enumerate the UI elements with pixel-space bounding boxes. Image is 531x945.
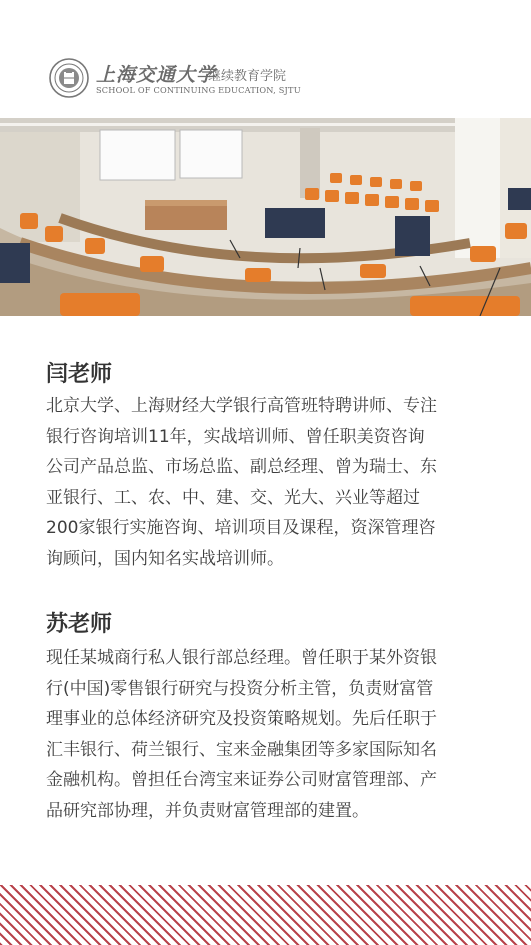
- decorative-stripe-band: [0, 885, 531, 945]
- bio-line: 现任某城商行私人银行部总经理。曾任职于某外资银: [46, 648, 437, 668]
- university-seal-icon: [49, 58, 89, 98]
- bio-line: 公司产品总监、市场总监、副总经理、曾为瑞士、东: [46, 457, 437, 477]
- bio-line: 银行咨询培训11年，实战培训师、曾任职美资咨询: [46, 426, 425, 447]
- college-name-cn: 继续教育学院: [208, 69, 287, 84]
- bio-line: 汇丰银行、荷兰银行、宝来金融集团等多家国际知名: [46, 739, 437, 760]
- profile-name-2: 苏老师: [46, 612, 113, 637]
- bio-line: 亚银行、工、农、中、建、交、光大、兴业等超过: [46, 487, 420, 508]
- lecture-hall-photo: [0, 118, 531, 316]
- bio-line: 行(中国)零售银行研究与投资分析主管，负责财富管: [46, 678, 434, 699]
- profile-bio-1: [46, 391, 488, 574]
- bio-line: 理事业的总体经济研究及投资策略规划。先后任职于: [46, 709, 437, 729]
- bio-line: 询顾问，国内知名实战培训师。: [46, 548, 284, 569]
- profile-name-1: 闫老师: [46, 362, 113, 387]
- bio-line: 品研究部协理，并负责财富管理部的建置。: [46, 800, 369, 821]
- college-name-en: SCHOOL OF CONTINUING EDUCATION, SJTU: [96, 85, 301, 95]
- bio-line: 金融机构。曾担任台湾宝来证券公司财富管理部、产: [46, 770, 437, 790]
- bio-line: 北京大学、上海财经大学银行高管班特聘讲师、专注: [46, 396, 437, 416]
- university-name-cn: 上海交通大学: [96, 64, 217, 86]
- profile-bio-2: [46, 643, 488, 826]
- bio-line: 200家银行实施咨询、培训项目及课程，资深管理咨: [46, 518, 436, 538]
- header: [0, 0, 531, 118]
